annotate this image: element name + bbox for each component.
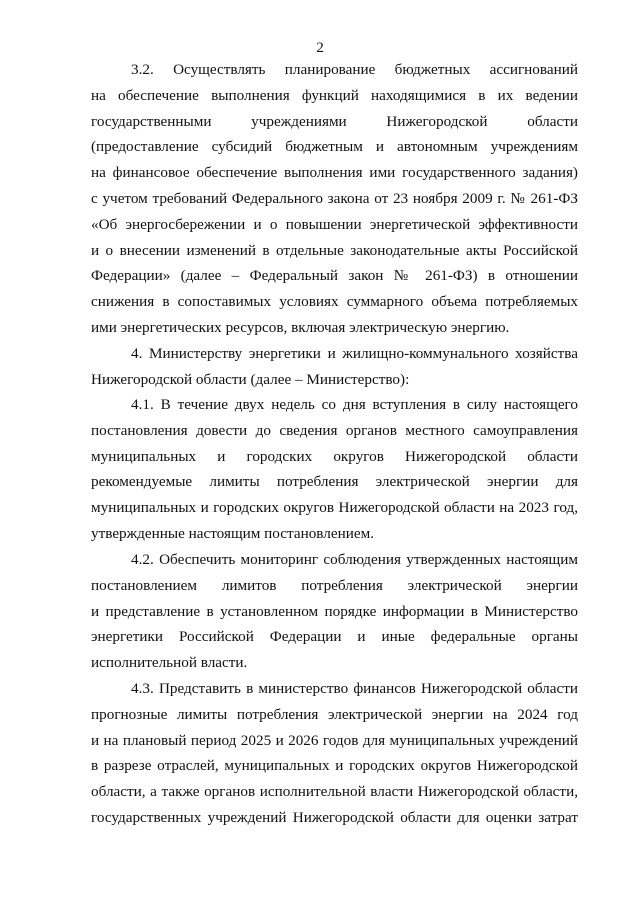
- text-line: и представление в установленном порядке информации в Министерство: [91, 602, 578, 620]
- paragraph-3-2: [91, 57, 578, 341]
- text-line: утвержденные настоящим постановлением.: [91, 524, 374, 542]
- page-number: 2: [316, 39, 324, 56]
- text-line: муниципальных и городских округов Нижегородской области: [91, 447, 578, 465]
- paragraph-4-1: [91, 392, 578, 547]
- text-line: рекомендуемые лимиты потребления электрической энергии для: [91, 473, 578, 491]
- text-line: исполнительной власти.: [91, 654, 248, 672]
- text-line: постановлением лимитов потребления электрической энергии: [91, 576, 578, 594]
- text-line: 4.3. Представить в министерство финансов Нижегородской области: [131, 680, 578, 697]
- text-line: с учетом требований Федерального закона от 23 ноября 2009 г. № 261-ФЗ: [91, 189, 578, 207]
- text-line: 4.2. Обеспечить мониторинг соблюдения утвержденных настоящим: [131, 551, 578, 568]
- text-line: на финансовое обеспечение выполнения ими государственного задания): [91, 164, 578, 182]
- text-line: на обеспечение выполнения функций находящимися в их ведении: [91, 86, 578, 104]
- text-line: ими энергетических ресурсов, включая электрическую энергию.: [91, 318, 510, 336]
- paragraph-4-2: [91, 547, 578, 676]
- text-line: 4.1. В течение двух недель со дня вступления в силу настоящего: [131, 396, 578, 413]
- paragraph-4-3: [91, 676, 578, 831]
- text-line: прогнозные лимиты потребления электрической энергии на 2024 год: [91, 705, 578, 723]
- text-line: Нижегородской области (далее – Министерство):: [91, 370, 410, 388]
- text-line: постановления довести до сведения органов местного самоуправления: [91, 421, 578, 439]
- text-line: и о внесении изменений в отдельные законодательные акты Российской: [91, 241, 578, 259]
- text-line: муниципальных и городских округов Нижегородской области на 2023 год,: [91, 499, 578, 517]
- text-line: снижения в сопоставимых условиях суммарного объема потребляемых: [91, 293, 578, 311]
- paragraph-4: [91, 341, 578, 393]
- text-line: государственных учреждений Нижегородской области для оценки затрат: [91, 808, 578, 826]
- text-line: государственными учреждениями Нижегородской области: [91, 112, 578, 130]
- text-line: (предоставление субсидий бюджетным и автономным учреждениям: [91, 138, 578, 156]
- text-line: «Об энергосбережении и о повышении энергетической эффективности: [91, 215, 578, 233]
- text-line: области, а также органов исполнительной власти Нижегородской области,: [91, 783, 578, 801]
- text-line: энергетики Российской Федерации и иные федеральные органы: [91, 628, 578, 646]
- text-line: 4. Министерству энергетики и жилищно-коммунального хозяйства: [131, 345, 578, 362]
- text-line: в разрезе отраслей, муниципальных и городских округов Нижегородской: [91, 757, 578, 775]
- text-line: Федерации» (далее – Федеральный закон № 261-ФЗ) в отношении: [91, 267, 578, 285]
- text-line: 3.2. Осуществлять планирование бюджетных ассигнований: [131, 61, 578, 78]
- text-line: и на плановый период 2025 и 2026 годов для муниципальных учреждений: [91, 731, 578, 749]
